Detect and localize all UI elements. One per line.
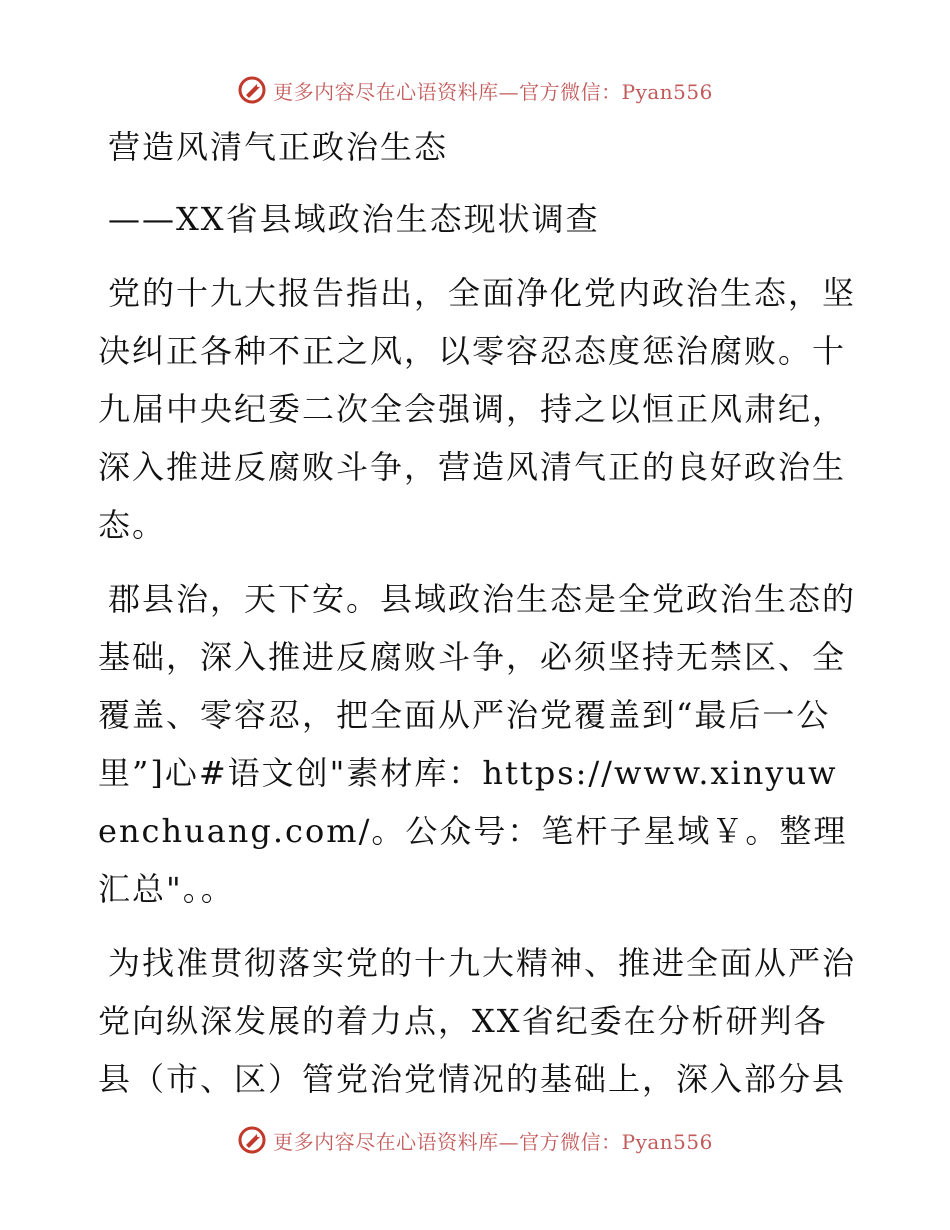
document-body: [98, 118, 858, 1124]
document-title: 营造风清气正政治生态: [108, 128, 449, 166]
footer-banner-text: 更多内容尽在心语资料库—官方微信：Pyan556: [273, 1129, 713, 1154]
pen-logo-icon: [237, 75, 267, 105]
document-subtitle: ——XX省县域政治生态现状调查: [108, 200, 600, 238]
paragraph-2: 郡县治，天下安。县域政治生态是全党政治生态的基础，深入推进反腐败斗争，必须坚持无禁区、全覆盖、零容忍，把全面从严治党覆盖到“最后一公里”]心#语文创"素材库：https://www.xinyuwenchuang.com/。公众号：笔杆子星域￥。整理汇总"。。: [98, 580, 857, 908]
paragraph-3: 为找准贯彻落实党的十九大精神、推进全面从严治党向纵深发展的着力点，XX省纪委在分析研判各县（市、区）管党治党情况的基础上，深入部分县: [98, 944, 857, 1098]
paragraph-1: 党的十九大报告指出，全面净化党内政治生态，坚决纠正各种不正之风，以零容忍态度惩治腐败。十九届中央纪委二次全会强调，持之以恒正风肃纪，深入推进反腐败斗争，营造风清气正的良好政治生态。: [98, 274, 857, 544]
footer-watermark-banner: [0, 1120, 950, 1160]
header-banner-text: 更多内容尽在心语资料库—官方微信：Pyan556: [273, 79, 713, 104]
pen-logo-icon: [237, 1125, 267, 1155]
header-watermark-banner: [0, 70, 950, 110]
